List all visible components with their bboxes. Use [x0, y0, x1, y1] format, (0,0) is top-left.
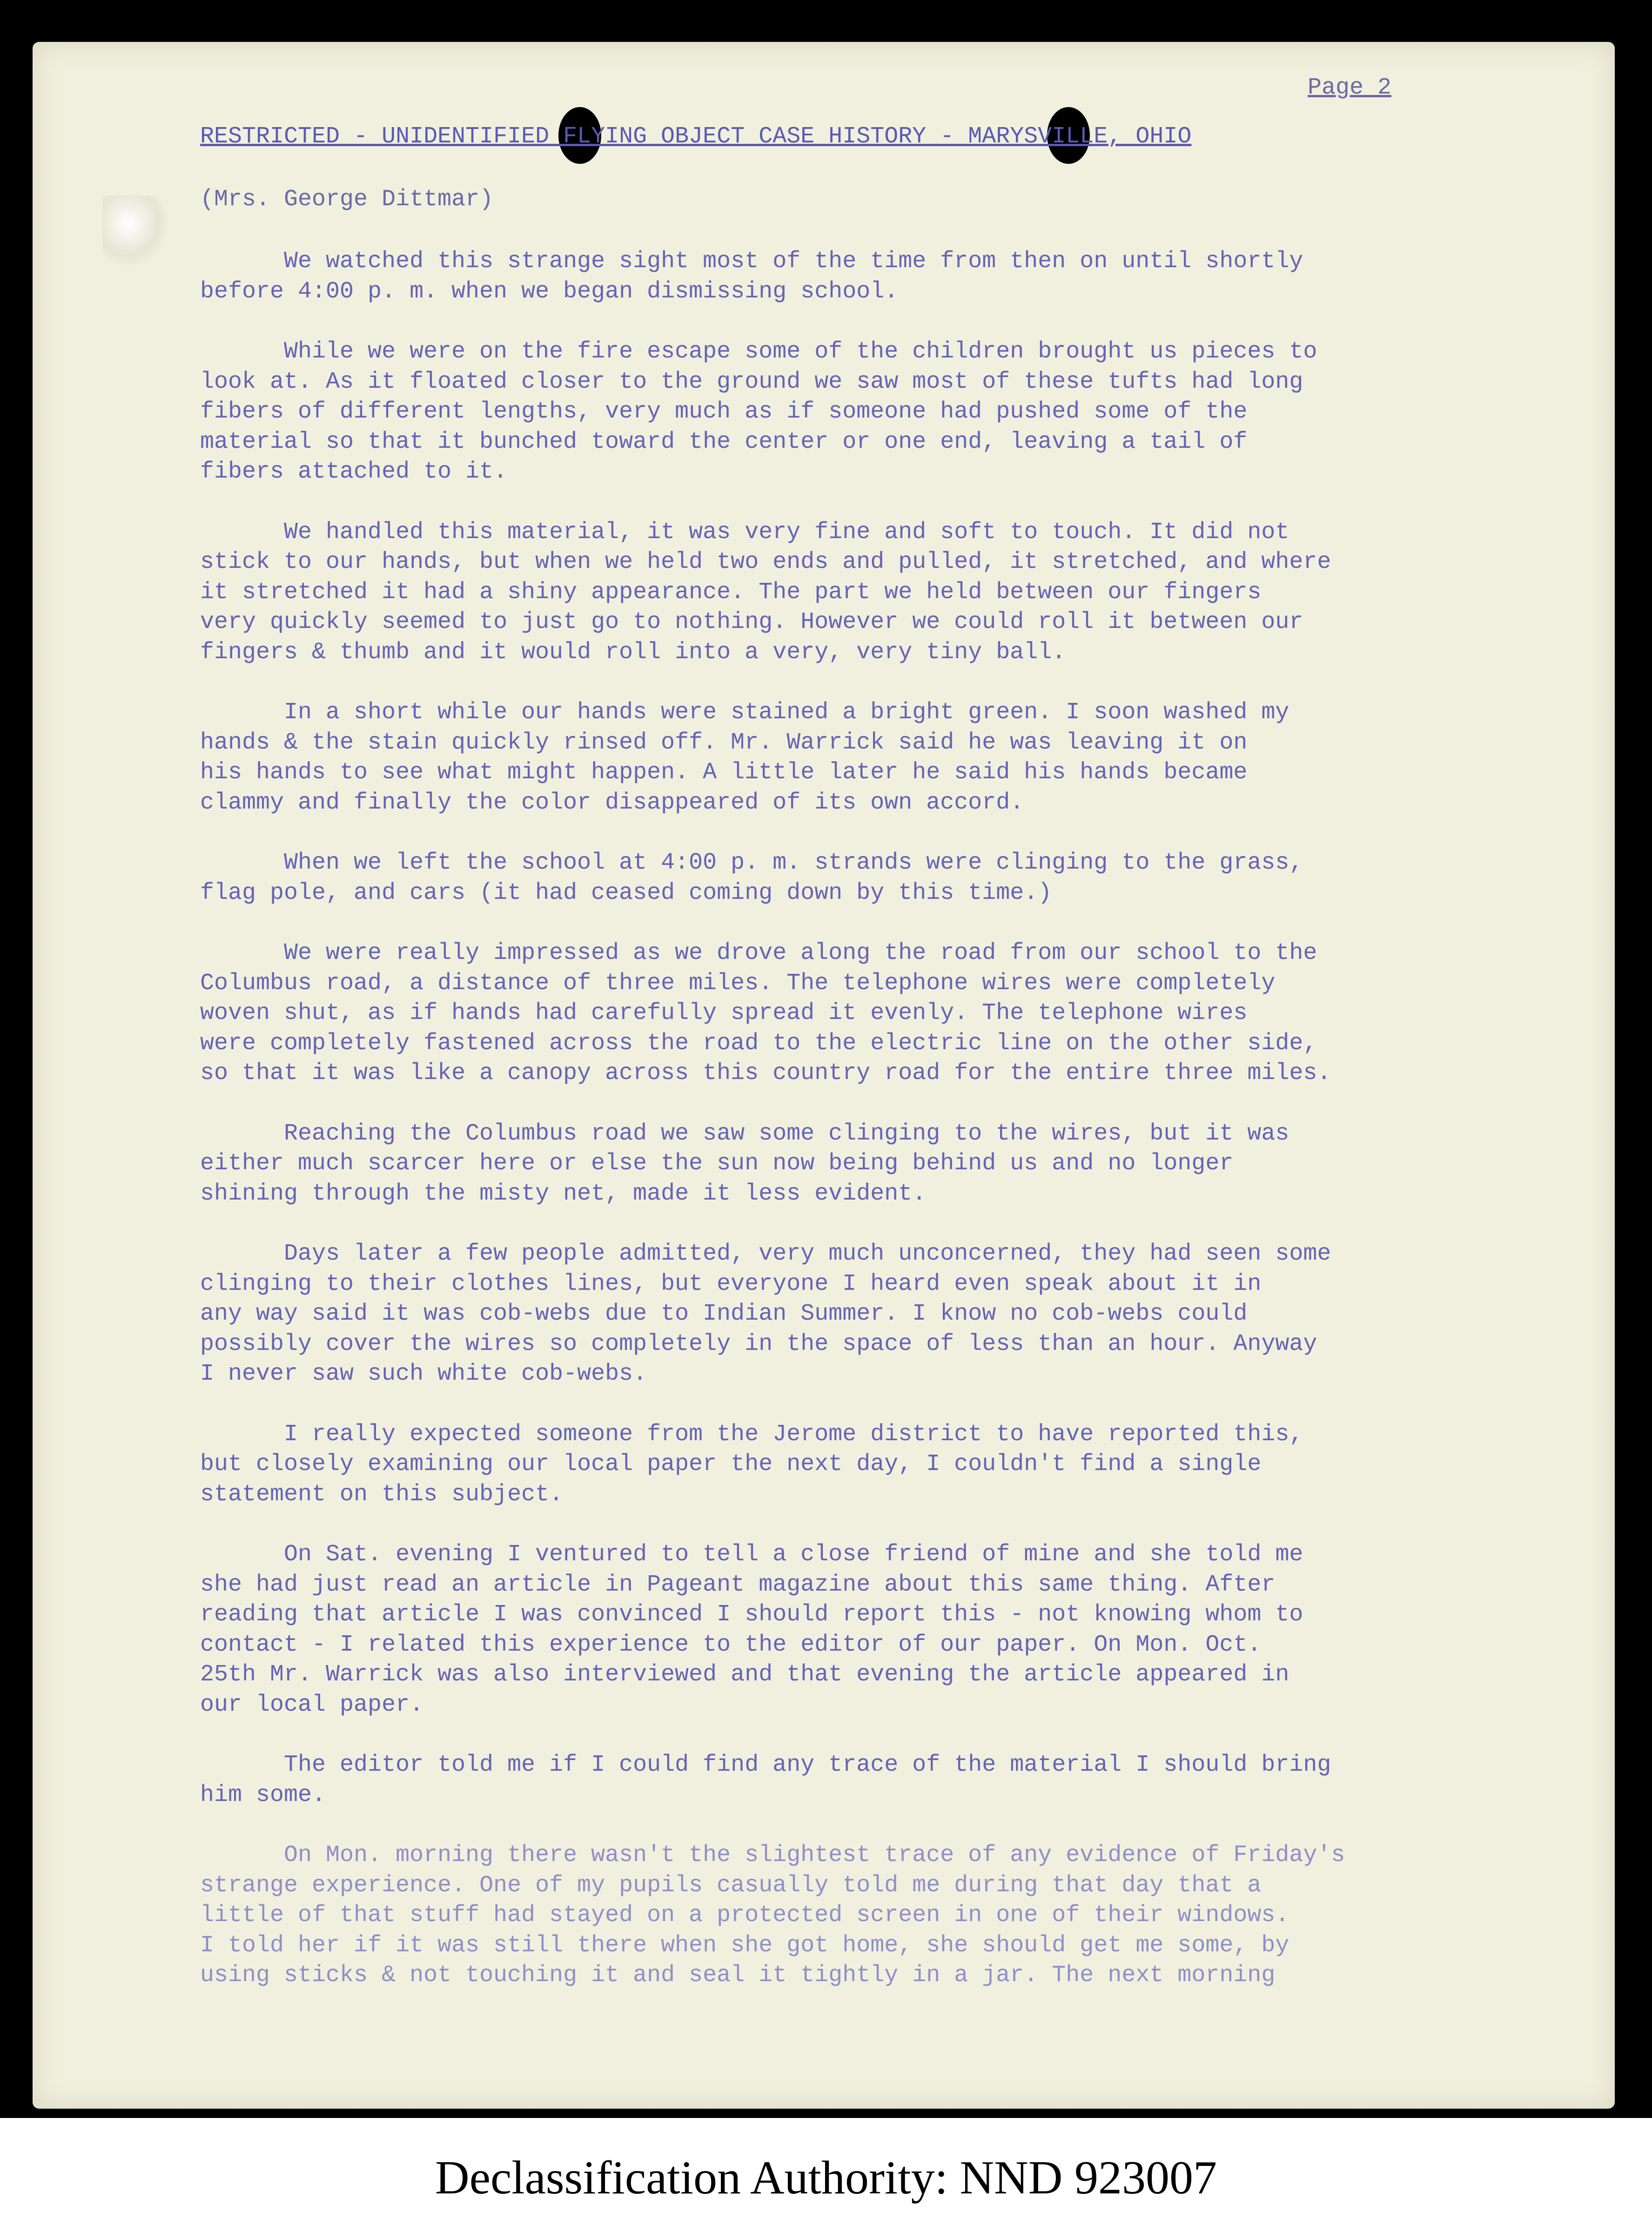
- torn-corner: [102, 196, 168, 265]
- paragraph: The editor told me if I could find any trace of the material I should bring him some.: [200, 1752, 1331, 1808]
- paragraph: When we left the school at 4:00 p. m. strands were clinging to the grass, flag pole, and cars (it had ceased coming down by this time.): [200, 850, 1303, 906]
- paragraph: We handled this material, it was very fine and soft to touch. It did not stick to our hands, but when we held two ends and pulled, it stretched, and where it stretched it had a shiny appearance. The part we held between our fingers very quickly seemed to just go to nothing. However we could roll it between our fingers & thumb and it would roll into a very, very tiny ball.: [200, 519, 1331, 666]
- paragraph: On Mon. morning there wasn't the slightest trace of any evidence of Friday's strange experience. One of my pupils casually told me during that day that a little of that stuff had stayed on a protected screen in one of their windows. I told her if it was still there when she got home, she should get me some, by using sticks & not touching it and seal it tightly in a jar. The next morning: [200, 1842, 1345, 1989]
- document-body: [200, 247, 1466, 2021]
- paragraph: We watched this strange sight most of the time from then on until shortly before 4:00 p. m. when we began dismissing school.: [200, 248, 1303, 305]
- document-header: RESTRICTED - UNIDENTIFIED FLYING OBJECT CASE HISTORY - MARYSVILLE, OHIO: [200, 123, 1192, 150]
- declassification-footer: Declassification Authority: NND 923007: [435, 2152, 1217, 2204]
- paragraph: In a short while our hands were stained a bright green. I soon washed my hands & the stain quickly rinsed off. Mr. Warrick said he was leaving it on his hands to see what might happen. A little later he said his hands became clammy and finally the color disappeared of its own accord.: [200, 699, 1289, 816]
- page-number: Page 2: [1308, 74, 1392, 101]
- paragraph: On Sat. evening I ventured to tell a close friend of mine and she told me she had just read an article in Pageant magazine about this same thing. After reading that article I was convinced I should report this - not knowing whom to contact - I related this experience to the editor of our paper. On Mon. Oct. 25th Mr. Warrick was also interviewed and that evening the article appeared in our local paper.: [200, 1541, 1303, 1718]
- paragraph: Reaching the Columbus road we saw some clinging to the wires, but it was either much scarcer here or else the sun now being behind us and no longer shining through the misty net, made it less evident.: [200, 1120, 1289, 1207]
- paragraph: We were really impressed as we drove along the road from our school to the Columbus road, a distance of three miles. The telephone wires were completely woven shut, as if hands had carefully spread it evenly. The telephone wires were completely fastened across the road to the electric line on the other side, so that it was like a canopy across this country road for the entire three miles.: [200, 940, 1331, 1086]
- paragraph: While we were on the fire escape some of the children brought us pieces to look at. As it floated closer to the ground we saw most of these tufts had long fibers of different lengths, very much as if someone had pushed some of the material so that it bunched toward the center or one end, leaving a tail of fibers attached to it.: [200, 338, 1317, 485]
- paragraph: Days later a few people admitted, very much unconcerned, they had seen some clinging to their clothes lines, but everyone I heard even speak about it in any way said it was cob-webs due to Indian Summer. I know no cob-webs could possibly cover the wires so completely in the space of less than an hour. Anyway I never saw such white cob-webs.: [200, 1241, 1331, 1387]
- document-subheader: (Mrs. George Dittmar): [200, 186, 494, 213]
- paragraph: I really expected someone from the Jerome district to have reported this, but closely examining our local paper the next day, I couldn't find a single statement on this subject.: [200, 1421, 1303, 1508]
